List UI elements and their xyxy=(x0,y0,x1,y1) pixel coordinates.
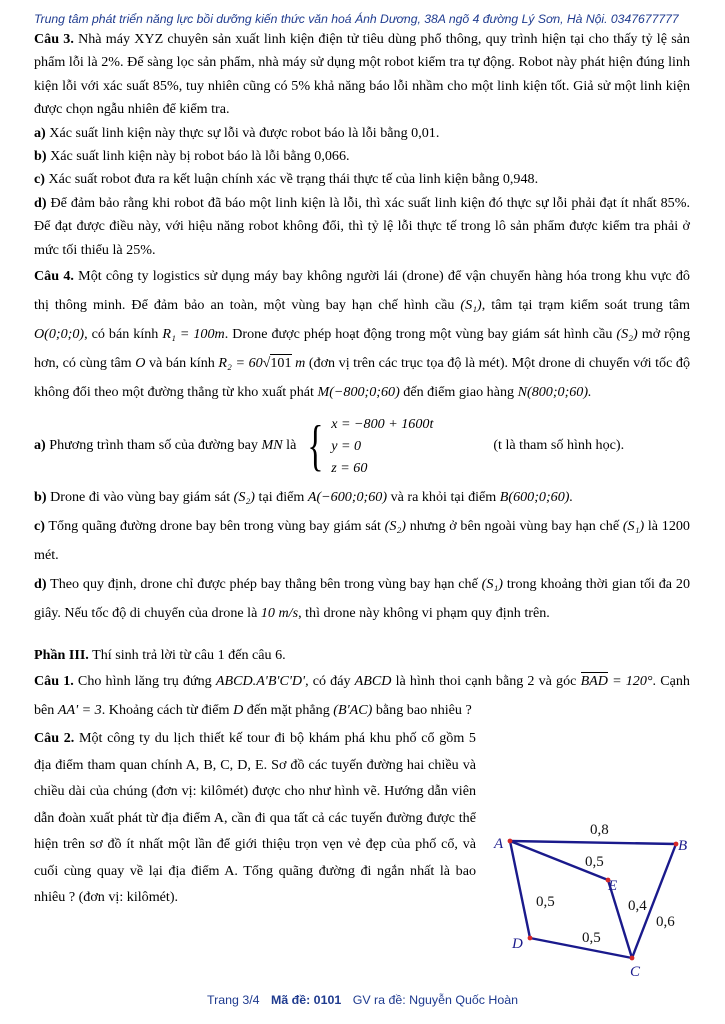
content-body xyxy=(34,28,690,911)
q3-label: Câu 3. xyxy=(34,31,74,47)
parametric-equations: x = −800 + 1600t y = 0 z = 60 xyxy=(331,416,434,477)
edge-label-b-c: 0,6 xyxy=(656,914,675,930)
q4-option-d: d) Theo quy định, drone chỉ được phép bay thẳng bên trong vùng bay hạn chế (S₁) trong khoảng thời gian tối đa 20 giây. Nếu tốc độ di chuyển của drone là 10 m/s, thì drone này không vi phạm quy định trên. xyxy=(34,576,690,622)
exam-code: Mã đề: 0101 xyxy=(271,993,342,1007)
page-header: Trung tâm phát triển năng lực bồi dưỡng kiến thức văn hoá Ánh Dương, 38A ngõ 4 đường Lý Sơn, Hà Nội. 0347677777 xyxy=(34,12,679,26)
edge-label-d-c: 0,5 xyxy=(582,930,601,946)
node-label-b: B xyxy=(678,838,688,854)
node-label-a: A xyxy=(494,836,504,852)
edge-a-d xyxy=(510,841,530,938)
edge-label-a-e: 0,5 xyxy=(585,854,604,870)
p3-question-2: Câu 2. Một công ty du lịch thiết kế tour đi bộ khám phá khu phố cổ gồm 5 địa điểm tham quan chính A, B, C, D, E. Sơ đồ các tuyến đường hai chiều và chiều dài của chúng (đơn vị: kilômét) được cho như hình vẽ. Hướng dẫn viên dẫn đoàn xuất phát từ địa điểm A, cần đi qua tất cả các tuyến đường được thể hiện trên sơ đồ ít nhất một lần để giới thiệu trọn vẹn vẻ đẹp của phố cổ, và cuối cùng quay về lại địa điểm A. Tổng quãng đường đi ngắn nhất là bao nhiêu ? (đơn vị: kilômét). xyxy=(34,730,476,906)
part3-heading: Phần III. Thí sinh trả lời từ câu 1 đến câu 6. xyxy=(34,647,286,664)
node-c xyxy=(630,956,635,961)
edge-label-a-b: 0,8 xyxy=(590,822,609,838)
q3-intro: Câu 3. Nhà máy XYZ chuyên sản xuất linh kiện điện tử tiêu dùng phổ thông, quy trình hiện tại cho thấy tỷ lệ sản phẩm lỗi là 2%. Để sàng lọc sản phẩm, nhà máy sử dụng một robot kiểm tra tự động. Robot này phát hiện đúng linh kiện lỗi với xác suất 85%, tuy nhiên cũng có 5% khả năng báo lỗi nhầm cho một linh kiện tốt. Giả sử một linh kiện được chọn ngẫu nhiên để kiểm tra. xyxy=(34,31,690,118)
author: GV ra đề: Nguyễn Quốc Hoàn xyxy=(352,993,519,1007)
q4-option-b: b) Drone đi vào vùng bay giám sát (S₂) tại điểm A(−600;0;60) và ra khỏi tại điểm B(600;0;60). xyxy=(34,489,573,506)
page-number: Trang 3/4 xyxy=(206,993,260,1007)
edge-d-c xyxy=(530,938,632,958)
q3-option-b: b) Xác suất linh kiện này bị robot báo là lỗi bằng 0,066. xyxy=(34,148,350,165)
p3-question-1: Câu 1. Cho hình lăng trụ đứng ABCD.A'B'C'D', có đáy ABCD là hình thoi cạnh bằng 2 và góc BAD = 120°. Cạnh bên AA' = 3. Khoảng cách từ điểm D đến mặt phẳng (B'AC) bằng bao nhiêu ? xyxy=(34,673,690,719)
q4-option-a: a) Phương trình tham số của đường bay MN là { x = −800 + 1600t y = 0 z = 60 (t là tham số hình học). xyxy=(34,415,625,478)
route-graph xyxy=(480,808,690,983)
q3-option-c: c) Xác suất robot đưa ra kết luận chính xác về trạng thái thực tế của linh kiện bằng 0,948. xyxy=(34,171,539,188)
edge-label-a-d: 0,5 xyxy=(536,894,555,910)
node-d xyxy=(528,936,533,941)
edge-a-b xyxy=(510,841,676,844)
q4-intro: Câu 4. Một công ty logistics sử dụng máy bay không người lái (drone) để vận chuyển hàng hóa trong khu vực đô thị thông minh. Để đảm bảo an toàn, một vùng bay hạn chế hình cầu (S₁), tâm tại trạm kiểm soát trung tâm O(0;0;0), có bán kính R₁ = 100m. Drone được phép hoạt động trong một vùng bay giám sát hình cầu (S₂) mở rộng hơn, có cùng tâm O và bán kính R₂ = 60√101 m (đơn vị trên các trục tọa độ là mét). Một drone di chuyển với tốc độ không đổi theo một đường thẳng từ kho xuất phát M(−800;0;60) đến điểm giao hàng N(800;0;60). xyxy=(34,268,691,401)
node-label-d: D xyxy=(512,936,523,952)
q4-option-c: c) Tổng quãng đường drone bay bên trong vùng bay giám sát (S₂) nhưng ở bên ngoài vùng bay hạn chế (S₁) là 1200 mét. xyxy=(34,518,690,564)
q3-option-a: a) Xác suất linh kiện này thực sự lỗi và được robot báo là lỗi bằng 0,01. xyxy=(34,124,440,141)
edge-label-e-c: 0,4 xyxy=(628,898,647,914)
page-footer xyxy=(0,993,725,1007)
node-a xyxy=(508,839,513,844)
node-label-e: E xyxy=(608,878,618,894)
q3-option-d: d) Để đảm bảo rằng khi robot đã báo một linh kiện là lỗi, thì xác suất linh kiện đó thực sự lỗi phải đạt ít nhất 85%. Để đạt được điều này, với hiệu năng robot không đổi, thì tỷ lệ lỗi thực tế trong lô sản phẩm được kiểm tra phải ở mức tối thiểu là 25%. xyxy=(34,194,690,258)
node-label-c: C xyxy=(630,964,641,980)
brace-symbol: { xyxy=(307,415,324,478)
q4-label: Câu 4. xyxy=(34,268,74,285)
